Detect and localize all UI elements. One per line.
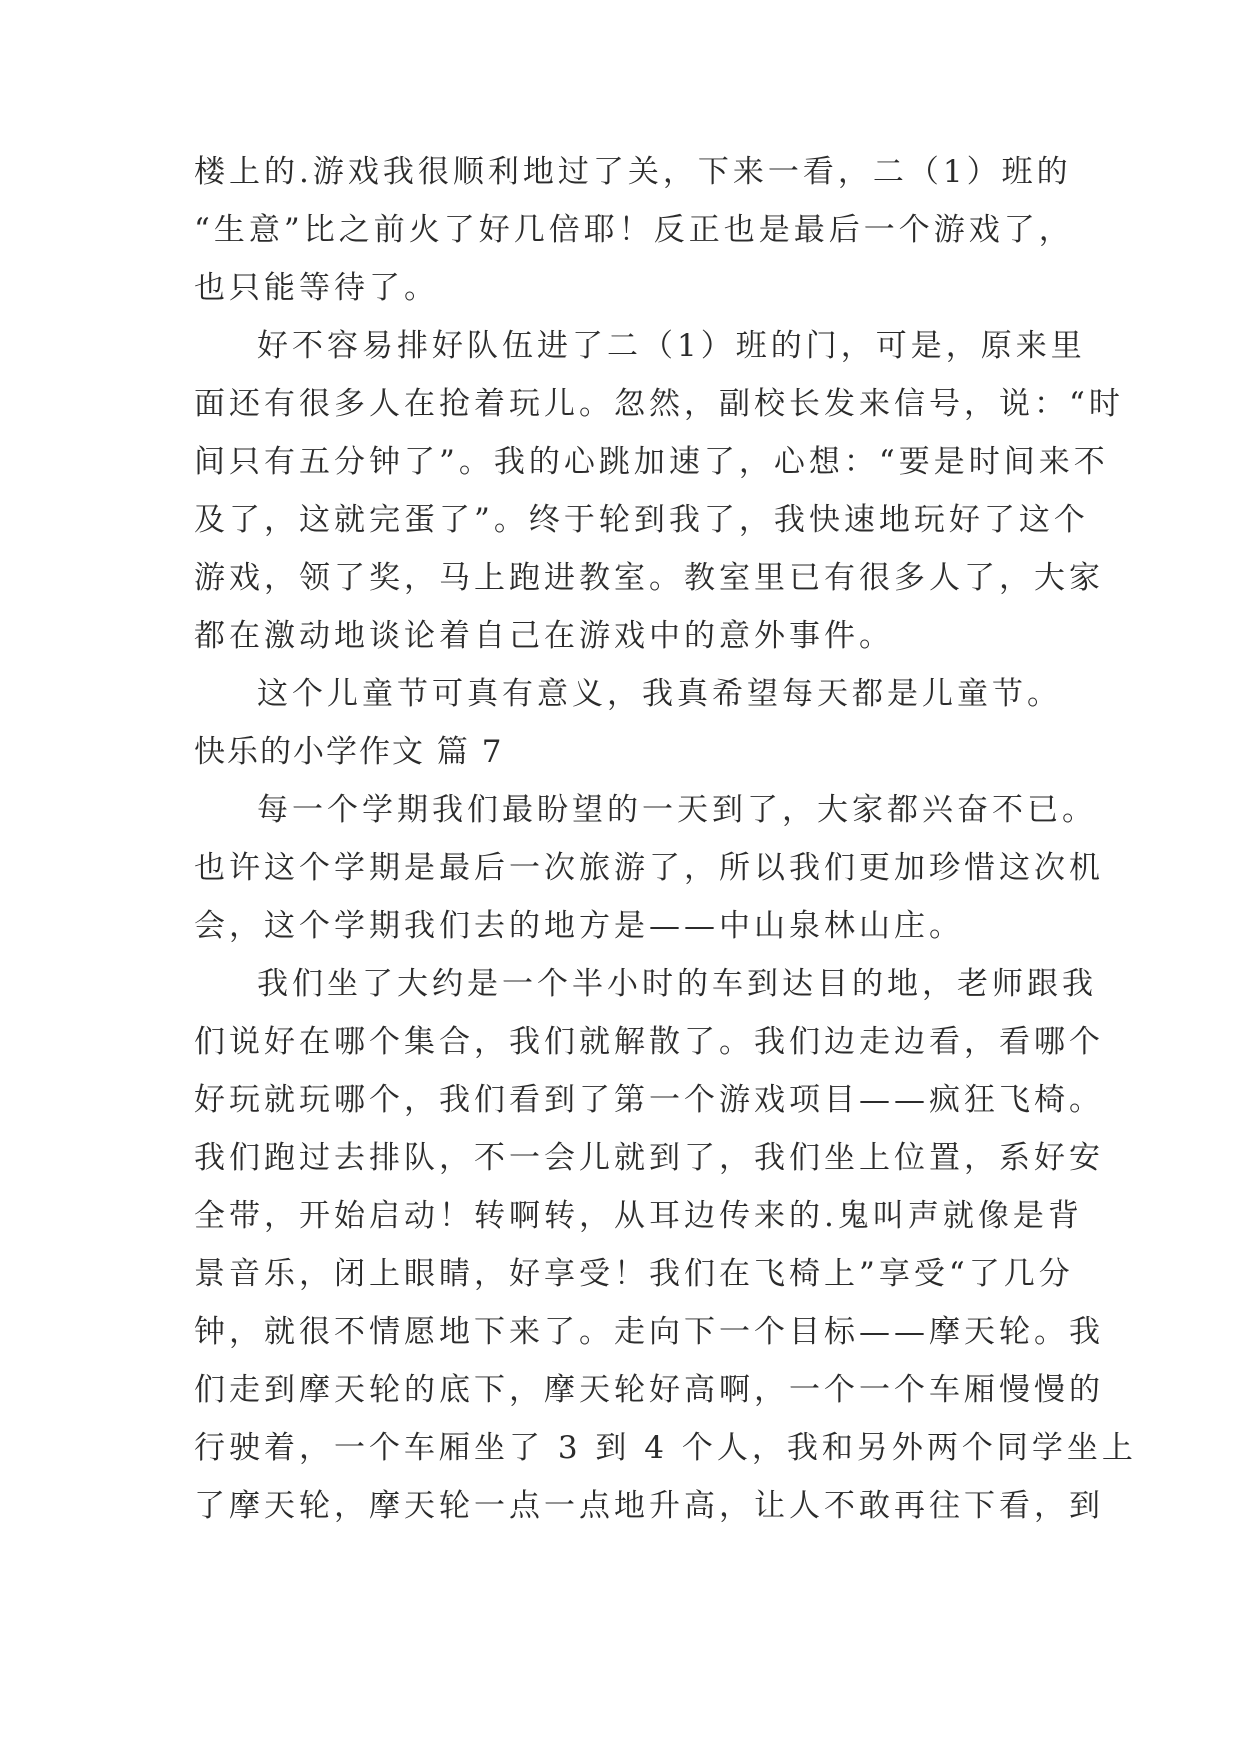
text-line: 们走到摩天轮的底下，摩天轮好高啊，一个一个车厢慢慢的 bbox=[194, 1372, 1104, 1408]
text-line: 游戏，领了奖，马上跑进教室。教室里已有很多人了，大家 bbox=[194, 560, 1104, 596]
text-line: 间只有五分钟了”。我的心跳加速了，心想：“要是时间来不 bbox=[194, 444, 1109, 480]
text-line: 及了，这就完蛋了”。终于轮到我了，我快速地玩好了这个 bbox=[194, 502, 1089, 538]
text-line: 也许这个学期是最后一次旅游了，所以我们更加珍惜这次机 bbox=[194, 850, 1104, 886]
text-line: 我们坐了大约是一个半小时的车到达目的地，老师跟我 bbox=[257, 966, 1097, 1002]
text-line: 都在激动地谈论着自己在游戏中的意外事件。 bbox=[194, 618, 894, 654]
text-line: 行驶着，一个车厢坐了 3 到 4 个人，我和另外两个同学坐上 bbox=[194, 1430, 1137, 1466]
text-line: 会，这个学期我们去的地方是——中山泉林山庄。 bbox=[194, 908, 964, 944]
text-line: 好玩就玩哪个，我们看到了第一个游戏项目——疯狂飞椅。 bbox=[194, 1082, 1104, 1118]
text-line: 每一个学期我们最盼望的一天到了，大家都兴奋不已。 bbox=[257, 792, 1097, 828]
text-line: 了摩天轮，摩天轮一点一点地升高，让人不敢再往下看，到 bbox=[194, 1488, 1104, 1524]
text-line: 也只能等待了。 bbox=[194, 270, 439, 306]
text-line: 钟，就很不情愿地下来了。走向下一个目标——摩天轮。我 bbox=[194, 1314, 1104, 1350]
text-line: 好不容易排好队伍进了二（1）班的门，可是，原来里 bbox=[257, 328, 1086, 364]
text-line: “生意”比之前火了好几倍耶！反正也是最后一个游戏了， bbox=[194, 212, 1074, 248]
text-line: 我们跑过去排队，不一会儿就到了，我们坐上位置，系好安 bbox=[194, 1140, 1104, 1176]
text-line: 面还有很多人在抢着玩儿。忽然，副校长发来信号，说：“时 bbox=[194, 386, 1124, 422]
text-line: 楼上的.游戏我很顺利地过了关，下来一看，二（1）班的 bbox=[194, 154, 1072, 190]
section-heading: 快乐的小学作文 篇 7 bbox=[194, 734, 504, 770]
text-line: 景音乐，闭上眼睛，好享受！我们在飞椅上”享受“了几分 bbox=[194, 1256, 1074, 1292]
text-line: 们说好在哪个集合，我们就解散了。我们边走边看，看哪个 bbox=[194, 1024, 1104, 1060]
text-line: 全带，开始启动！转啊转，从耳边传来的.鬼叫声就像是背 bbox=[194, 1198, 1083, 1234]
text-line: 这个儿童节可真有意义，我真希望每天都是儿童节。 bbox=[257, 676, 1062, 712]
